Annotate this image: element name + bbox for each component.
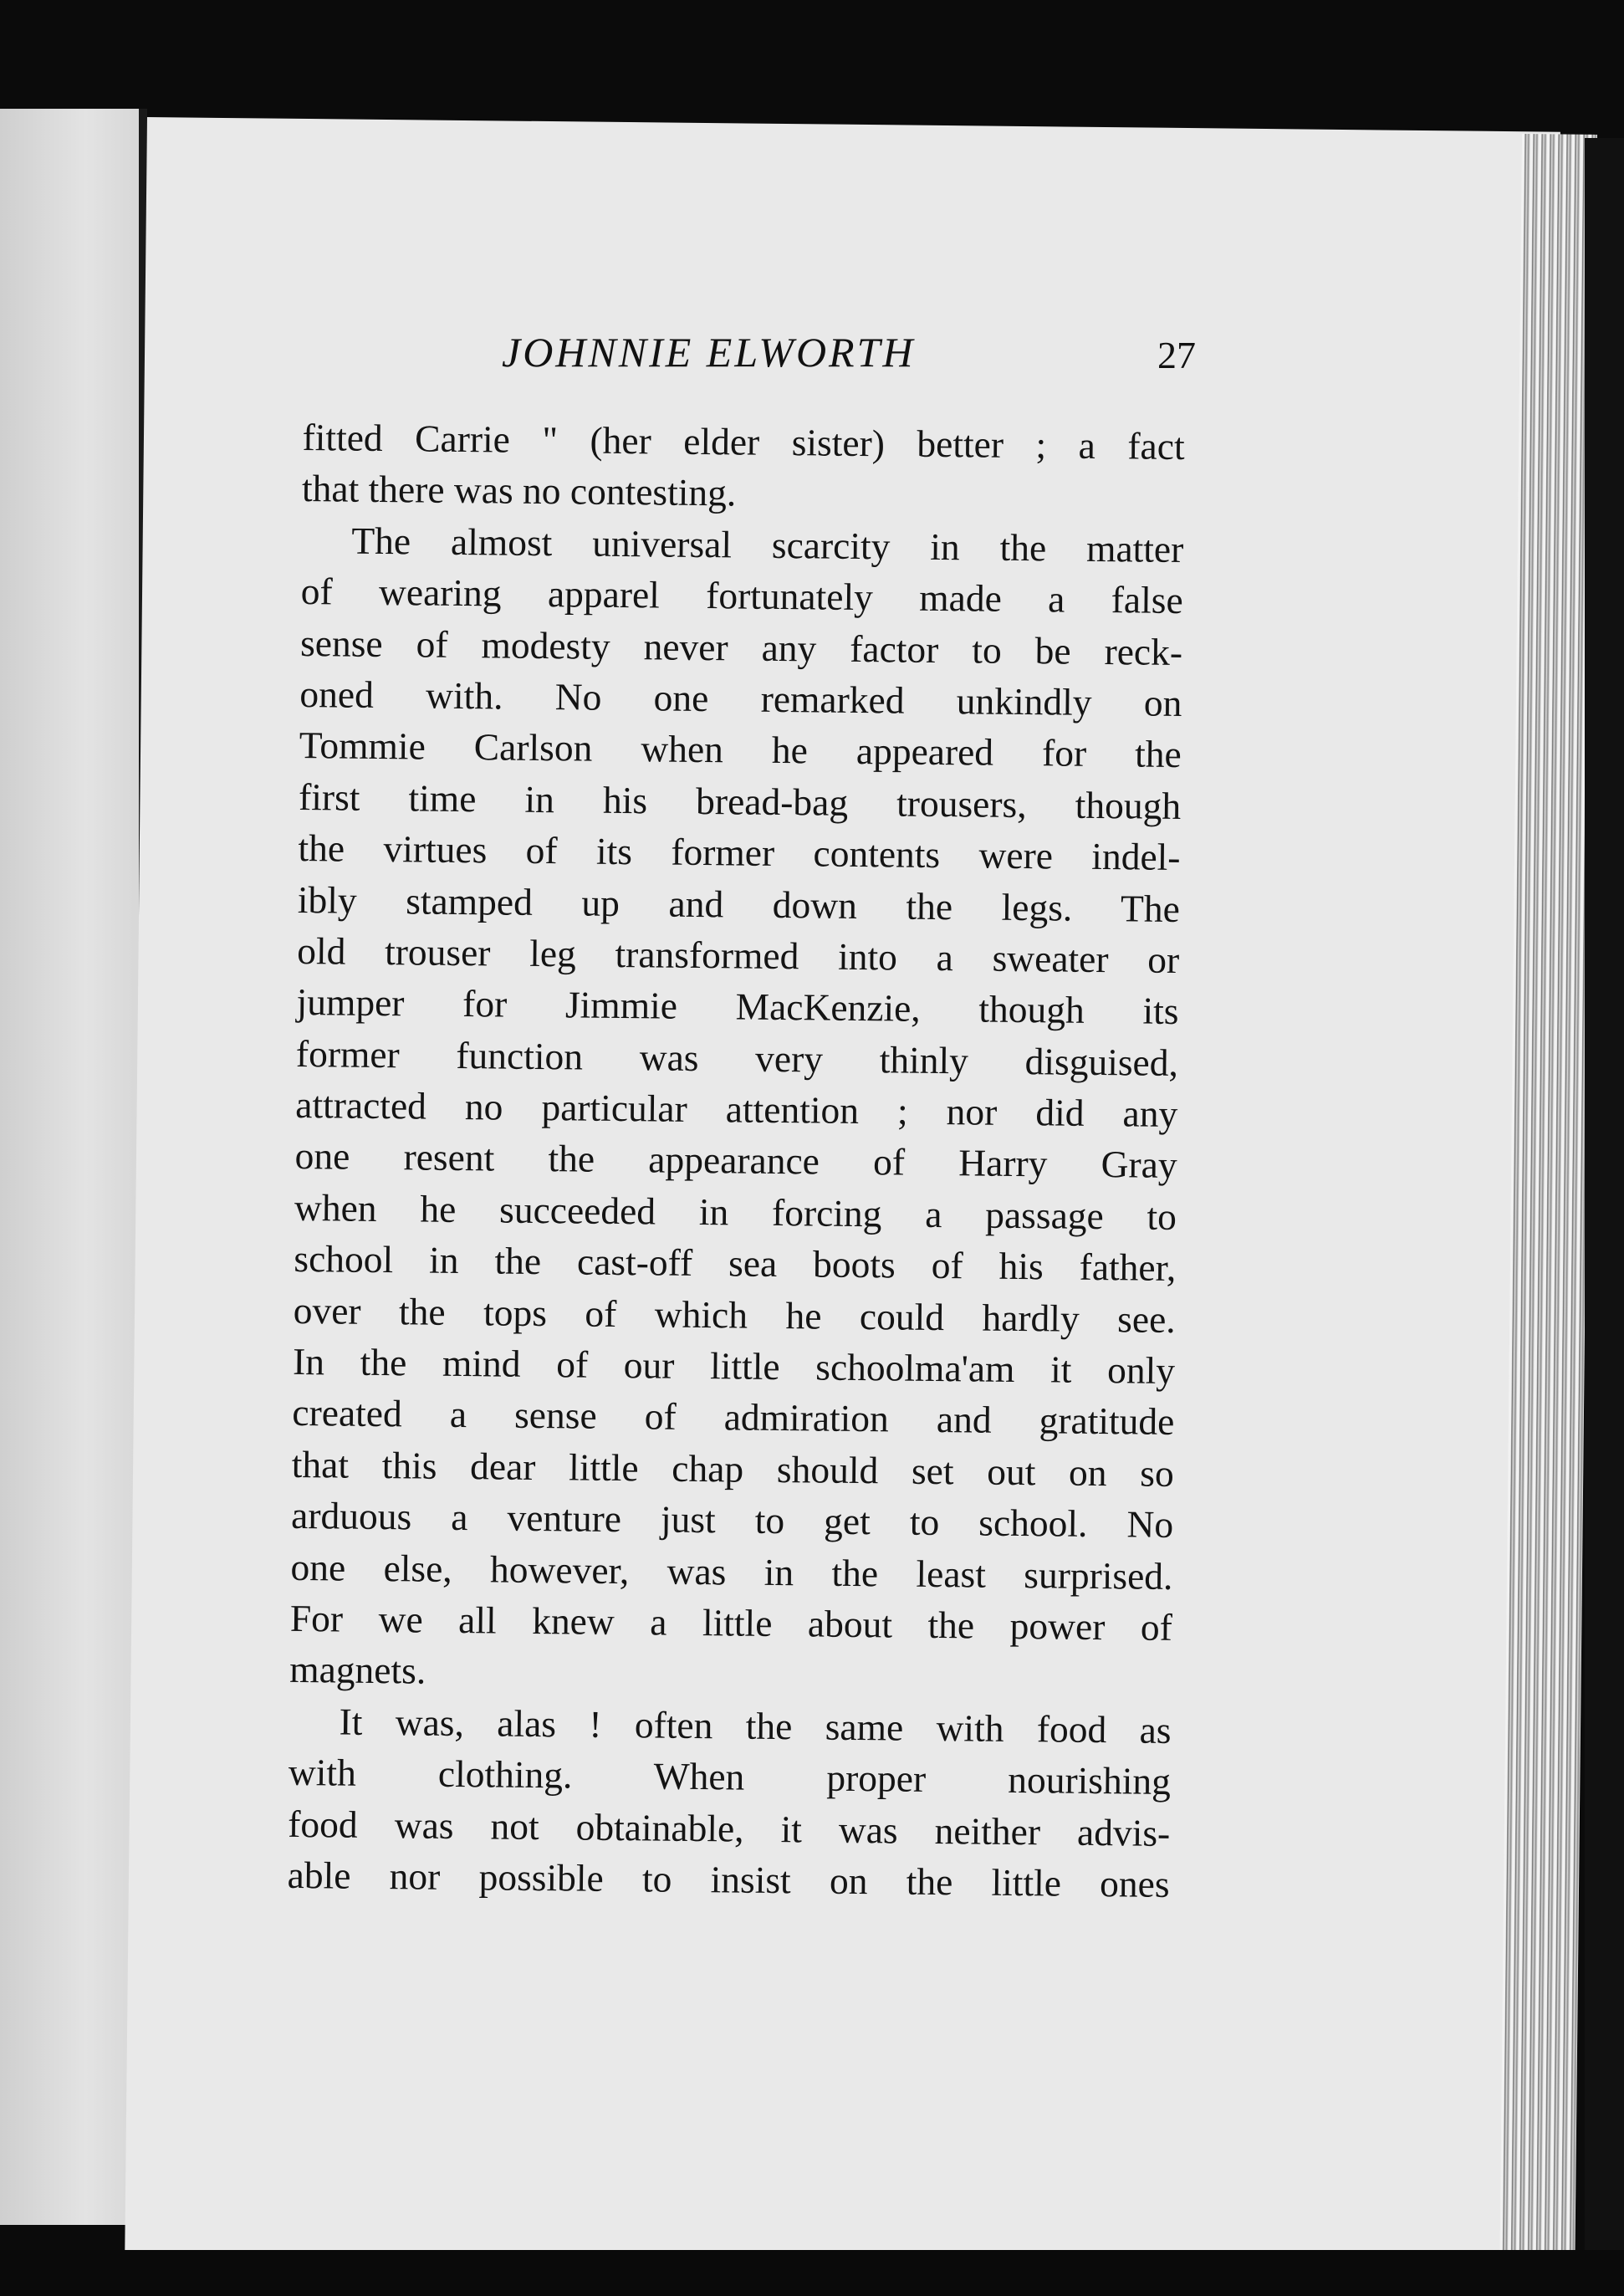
text-line: with clothing. When proper nourishing xyxy=(288,1751,1172,1803)
text-line: In the mind of our little schoolma'am it only xyxy=(292,1339,1176,1393)
text-line: Tommie Carlson when he appeared for the xyxy=(299,724,1182,776)
text-line: oned with. No one remarked unkindly on xyxy=(299,672,1182,724)
text-line: magnets. xyxy=(289,1648,426,1692)
text-line: one else, however, was in the least surprised. xyxy=(290,1545,1173,1598)
text-line: fitted Carrie " (her elder sister) better ; a fact xyxy=(302,415,1185,468)
text-line: old trouser leg transformed into a sweater or xyxy=(296,928,1180,981)
text-line: attracted no particular attention ; nor did any xyxy=(295,1083,1178,1136)
page-number: 27 xyxy=(1157,334,1196,376)
text-line: sense of modesty never any factor to be reck- xyxy=(299,621,1183,673)
text-line: school in the cast-off sea boots of his father, xyxy=(294,1237,1177,1290)
running-title: JOHNNIE ELWORTH xyxy=(502,329,916,376)
body-text xyxy=(287,412,1185,1910)
text-line: The almost universal scarcity in the matter xyxy=(351,519,1184,570)
text-line: It was, alas ! often the same with food as xyxy=(339,1700,1172,1751)
text-line: that there was no contesting. xyxy=(301,467,737,514)
running-header xyxy=(502,328,1196,386)
text-line: ibly stamped up and down the legs. The xyxy=(297,877,1181,930)
text-line: jumper for Jimmie MacKenzie, though its xyxy=(296,980,1179,1033)
scan-bottom-shadow xyxy=(0,2250,1624,2296)
text-line: food was not obtainable, it was neither advis- xyxy=(288,1802,1171,1854)
text-line: over the tops of which he could hardly see. xyxy=(293,1288,1176,1341)
text-line: one resent the appearance of Harry Gray xyxy=(294,1134,1177,1187)
text-line: arduous a venture just to get to school. No xyxy=(290,1494,1174,1547)
text-line: when he succeeded in forcing a passage to xyxy=(294,1185,1177,1238)
text-line: created a sense of admiration and gratitude xyxy=(292,1391,1175,1444)
text-line: former function was very thinly disguised, xyxy=(295,1031,1179,1084)
text-line: able nor possible to insist on the little ones xyxy=(287,1853,1170,1905)
book-cover-edge xyxy=(1585,138,1624,2296)
text-line: that this dear little chap should set out on so xyxy=(291,1442,1175,1495)
text-line: For we all knew a little about the power of xyxy=(289,1596,1173,1649)
text-line: first time in his bread-bag trousers, though xyxy=(298,775,1182,827)
text-line: the virtues of its former contents were indel- xyxy=(298,826,1181,879)
left-facing-page xyxy=(0,109,144,2225)
text-line: of wearing apparel fortunately made a false xyxy=(300,570,1183,622)
